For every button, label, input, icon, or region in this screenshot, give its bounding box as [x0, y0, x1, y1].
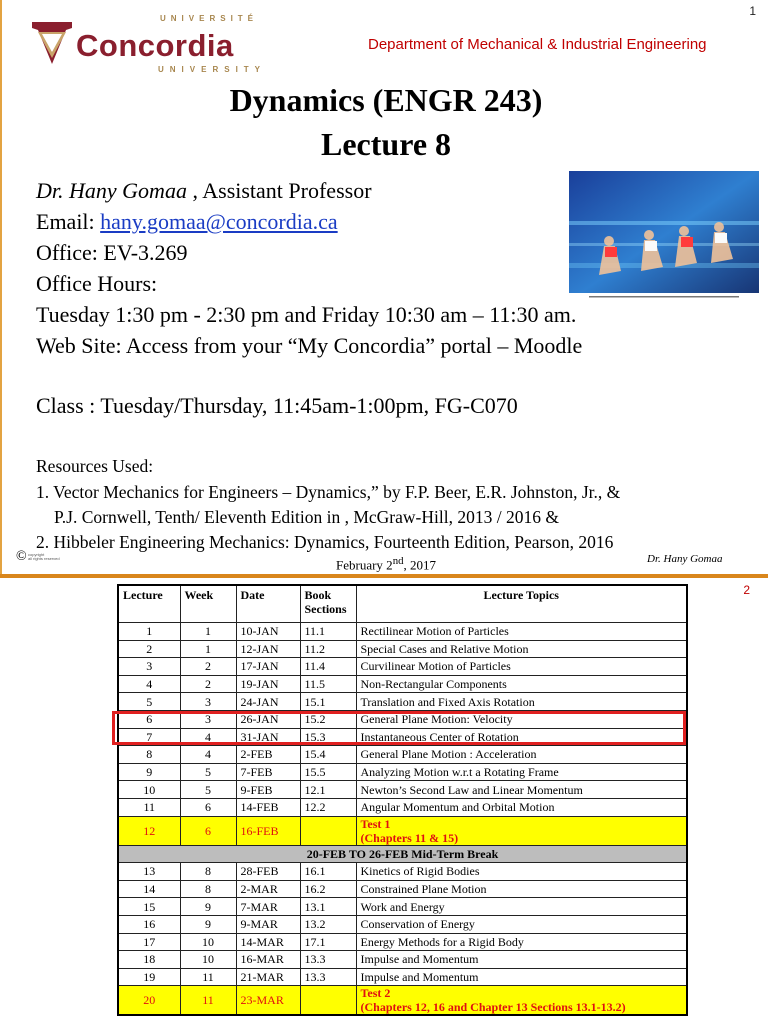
cell-section: 15.1	[300, 693, 356, 711]
sprinters-photo	[569, 171, 759, 301]
concordia-shield-icon	[30, 18, 74, 68]
header-book-sections: Book Sections	[300, 585, 356, 623]
course-title: Dynamics (ENGR 243)	[229, 82, 543, 118]
cell-date: 31-JAN	[236, 728, 300, 746]
cell-topic: Conservation of Energy	[356, 915, 687, 933]
cell-lecture: 9	[118, 763, 180, 781]
cell-date: 21-MAR	[236, 968, 300, 986]
cell-week: 4	[180, 728, 236, 746]
slide-number: 1	[749, 4, 756, 18]
cell-date: 10-JAN	[236, 623, 300, 641]
cell-lecture: 11	[118, 798, 180, 816]
cell-week: 8	[180, 880, 236, 898]
cell-lecture: 7	[118, 728, 180, 746]
cell-date: 9-FEB	[236, 781, 300, 799]
cell-topic: Curvilinear Motion of Particles	[356, 658, 687, 676]
cell-date: 14-MAR	[236, 933, 300, 951]
cell-week: 9	[180, 915, 236, 933]
cell-lecture: 13	[118, 863, 180, 881]
cell-topic: Impulse and Momentum	[356, 951, 687, 969]
cell-week: 2	[180, 658, 236, 676]
cell-section: 15.2	[300, 710, 356, 728]
concordia-logo	[30, 14, 280, 78]
cell-date: 24-JAN	[236, 693, 300, 711]
break-row	[118, 845, 687, 863]
office-line: Office: EV-3.269	[36, 240, 188, 265]
table-header-row	[118, 585, 687, 623]
cell-section: 17.1	[300, 933, 356, 951]
cell-lecture: 15	[118, 898, 180, 916]
cell-topic: Analyzing Motion w.r.t a Rotating Frame	[356, 763, 687, 781]
cell-section: 15.4	[300, 746, 356, 764]
cell-week: 2	[180, 675, 236, 693]
cell-lecture: 18	[118, 951, 180, 969]
cell-week: 11	[180, 986, 236, 1016]
cell-lecture: 20	[118, 986, 180, 1016]
test-chapters: (Chapters 11 & 15)	[360, 830, 459, 845]
cell-week: 3	[180, 693, 236, 711]
cell-lecture: 12	[118, 816, 180, 845]
header-week: Week	[180, 585, 236, 623]
cell-topic: Instantaneous Center of Rotation	[356, 728, 687, 746]
instructor-line	[36, 178, 372, 204]
test-title: Test 2	[360, 986, 391, 1001]
table-row	[118, 781, 687, 799]
table-row	[118, 863, 687, 881]
cell-lecture: 10	[118, 781, 180, 799]
table-row	[118, 986, 687, 1016]
cell-section: 13.3	[300, 951, 356, 969]
table-row	[118, 640, 687, 658]
test-title: Test 1	[360, 816, 391, 831]
cell-section: 15.3	[300, 728, 356, 746]
footer-date-day: February 2	[336, 557, 393, 573]
cell-week: 9	[180, 898, 236, 916]
logo-concordia-text: Concordia	[76, 28, 234, 63]
header-date: Date	[236, 585, 300, 623]
cell-week: 1	[180, 640, 236, 658]
table-row	[118, 951, 687, 969]
instructor-name: Dr. Hany Gomaa	[36, 178, 187, 203]
cell-topic: Translation and Fixed Axis Rotation	[356, 693, 687, 711]
cell-week: 3	[180, 710, 236, 728]
department-name: Department of Mechanical & Industrial Engineering	[368, 36, 707, 53]
cell-topic: General Plane Motion: Velocity	[356, 710, 687, 728]
cell-date: 19-JAN	[236, 675, 300, 693]
email-link[interactable]: hany.gomaa@concordia.ca	[100, 209, 338, 234]
cell-section: 16.1	[300, 863, 356, 881]
cell-lecture: 3	[118, 658, 180, 676]
cell-section: 13.2	[300, 915, 356, 933]
cell-section: 11.5	[300, 675, 356, 693]
cell-topic: Non-Rectangular Components	[356, 675, 687, 693]
table-row	[118, 915, 687, 933]
cell-section: 11.4	[300, 658, 356, 676]
cell-section: 11.1	[300, 623, 356, 641]
lecture-title: Lecture 8	[320, 126, 452, 162]
resource-1-line-1: 1. Vector Mechanics for Engineers – Dynamics,” by F.P. Beer, E.R. Johnston, Jr., &	[36, 482, 621, 502]
table-row	[118, 623, 687, 641]
cell-lecture: 6	[118, 710, 180, 728]
cell-lecture: 8	[118, 746, 180, 764]
break-label: 20-FEB TO 26-FEB Mid-Term Break	[118, 845, 687, 863]
table-row	[118, 763, 687, 781]
cell-date: 7-FEB	[236, 763, 300, 781]
cell-lecture: 4	[118, 675, 180, 693]
instructor-role: , Assistant Professor	[186, 178, 372, 203]
cell-section	[300, 816, 356, 845]
cell-date: 12-JAN	[236, 640, 300, 658]
table-row	[118, 880, 687, 898]
cell-week: 1	[180, 623, 236, 641]
cell-week: 6	[180, 798, 236, 816]
schedule-table	[117, 584, 688, 1016]
cell-date: 16-MAR	[236, 951, 300, 969]
copyright-fineprint: copyright all rights reserved	[28, 552, 60, 561]
table-row	[118, 898, 687, 916]
cell-section: 16.2	[300, 880, 356, 898]
table-row	[118, 798, 687, 816]
resource-2: 2. Hibbeler Engineering Mechanics: Dynamics, Fourteenth Edition, Pearson, 2016	[36, 532, 614, 552]
footer-date	[336, 555, 436, 573]
test-chapters: (Chapters 12, 16 and Chapter 13 Sections 13.1-13.2)	[360, 1000, 626, 1015]
cell-week: 5	[180, 781, 236, 799]
cell-date: 2-FEB	[236, 746, 300, 764]
cell-section: 11.2	[300, 640, 356, 658]
cell-week: 5	[180, 763, 236, 781]
cell-week: 10	[180, 951, 236, 969]
cell-section	[300, 986, 356, 1016]
cell-section: 12.2	[300, 798, 356, 816]
cell-week: 8	[180, 863, 236, 881]
table-row	[118, 675, 687, 693]
email-label: Email:	[36, 209, 101, 234]
cell-date: 7-MAR	[236, 898, 300, 916]
table-row	[118, 816, 687, 845]
cell-lecture: 5	[118, 693, 180, 711]
slide-2	[0, 578, 768, 1024]
cell-section: 13.1	[300, 898, 356, 916]
logo-university-text: UNIVERSITY	[158, 65, 267, 74]
cell-topic: Kinetics of Rigid Bodies	[356, 863, 687, 881]
cell-topic: Energy Methods for a Rigid Body	[356, 933, 687, 951]
cell-topic: Angular Momentum and Orbital Motion	[356, 798, 687, 816]
highlight-box	[112, 711, 686, 745]
cell-section: 12.1	[300, 781, 356, 799]
table-row	[118, 968, 687, 986]
cell-topic: Impulse and Momentum	[356, 968, 687, 986]
cell-topic	[356, 986, 687, 1016]
cell-topic: Constrained Plane Motion	[356, 880, 687, 898]
resource-1-line-2: P.J. Cornwell, Tenth/ Eleventh Edition in , McGraw-Hill, 2013 / 2016 &	[54, 507, 559, 527]
cell-date: 9-MAR	[236, 915, 300, 933]
cell-lecture: 14	[118, 880, 180, 898]
copyright-icon: ©	[16, 549, 27, 564]
table-row	[118, 746, 687, 764]
cell-week: 4	[180, 746, 236, 764]
cell-date: 17-JAN	[236, 658, 300, 676]
footer-date-year: , 2017	[403, 557, 437, 573]
cell-lecture: 16	[118, 915, 180, 933]
table-row	[118, 658, 687, 676]
resources-label: Resources Used:	[36, 456, 154, 476]
cell-section: 13.3	[300, 968, 356, 986]
slide-number: 2	[743, 583, 750, 597]
footer-date-suffix: nd	[392, 555, 404, 567]
cell-topic	[356, 816, 687, 845]
cell-date: 23-MAR	[236, 986, 300, 1016]
header-lecture-topics: Lecture Topics	[356, 585, 687, 623]
table-row	[118, 933, 687, 951]
cell-week: 6	[180, 816, 236, 845]
cell-topic: Newton’s Second Law and Linear Momentum	[356, 781, 687, 799]
cell-section: 15.5	[300, 763, 356, 781]
header-lecture: Lecture	[118, 585, 180, 623]
cell-topic: Work and Energy	[356, 898, 687, 916]
cell-lecture: 2	[118, 640, 180, 658]
cell-date: 16-FEB	[236, 816, 300, 845]
table-row	[118, 693, 687, 711]
cell-lecture: 1	[118, 623, 180, 641]
office-hours-label: Office Hours:	[36, 271, 158, 296]
cell-week: 11	[180, 968, 236, 986]
cell-date: 28-FEB	[236, 863, 300, 881]
cell-lecture: 17	[118, 933, 180, 951]
signature: Dr. Hany Gomaa	[647, 553, 723, 565]
cell-topic: General Plane Motion : Acceleration	[356, 746, 687, 764]
schedule-body	[118, 623, 687, 1016]
website-line: Web Site: Access from your “My Concordia” portal – Moodle	[36, 333, 583, 358]
cell-lecture: 19	[118, 968, 180, 986]
cell-date: 26-JAN	[236, 710, 300, 728]
office-hours: Tuesday 1:30 pm - 2:30 pm and Friday 10:30 am – 11:30 am.	[36, 302, 577, 327]
cell-topic: Special Cases and Relative Motion	[356, 640, 687, 658]
email-line	[36, 209, 338, 235]
cell-topic: Rectilinear Motion of Particles	[356, 623, 687, 641]
class-info: Class : Tuesday/Thursday, 11:45am-1:00pm, FG-C070	[36, 393, 518, 418]
cell-date: 14-FEB	[236, 798, 300, 816]
cell-week: 10	[180, 933, 236, 951]
cell-date: 2-MAR	[236, 880, 300, 898]
logo-universite-text: UNIVERSITÉ	[160, 14, 259, 23]
